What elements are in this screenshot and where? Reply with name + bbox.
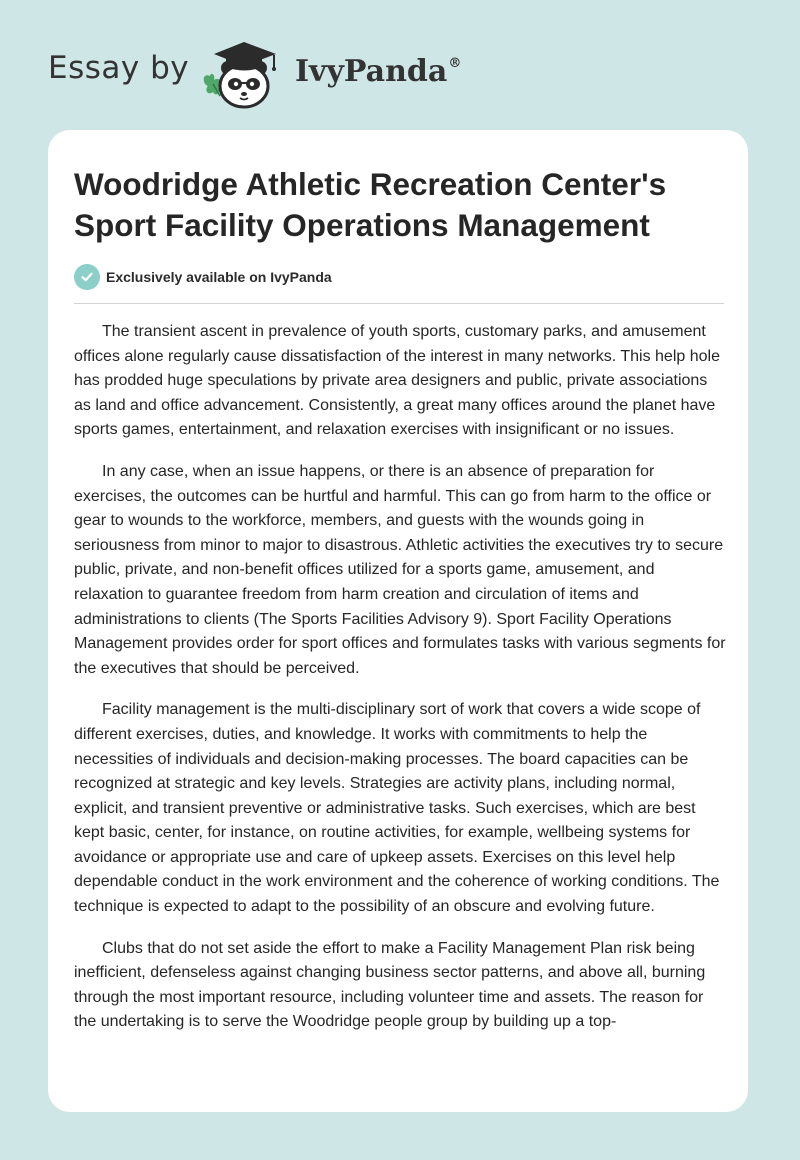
- exclusive-badge: [74, 264, 332, 290]
- exclusive-label: Exclusively available on IvyPanda: [106, 269, 332, 285]
- registered-mark: ®: [448, 56, 462, 71]
- brand-name: IvyPanda: [295, 54, 448, 89]
- essay-paragraph-1: The transient ascent in prevalence of youth sports, customary parks, and amusement offices alone regularly cause dissatisfaction of the interest in many networks. This help hole has prodded huge speculations by private area designers and public, private associations as land and office advancement. Consistently, a great many offices around the planet have sports games, entertainment, and relaxation exercises with insignificant or no issues.: [74, 323, 720, 439]
- check-circle-icon: [74, 264, 100, 290]
- essay-card: [48, 130, 748, 1112]
- panda-graduate-logo-icon[interactable]: [200, 34, 290, 110]
- essay-paragraph-4: Clubs that do not set aside the effort to make a Facility Management Plan risk being inefficient, defenseless against changing business sector patterns, and above all, burning through the most important resource, including volunteer time and assets. The reason for the undertaking is to serve the Woodridge people group by building up a top-: [74, 939, 706, 1031]
- essay-body: [74, 320, 726, 1052]
- site-header: [0, 0, 800, 130]
- divider: [74, 303, 724, 304]
- essay-by-label: Essay by: [48, 50, 190, 86]
- essay-paragraph-2: In any case, when an issue happens, or there is an absence of preparation for exercises, the outcomes can be hurtful and harmful. This can go from harm to the office or gear to wounds to the workforce, members, and guests with the wounds going in seriousness from minor to major to disastrous. Athletic activities the executives try to secure public, private, and non-benefit offices utilized for a sports game, amusement, and relaxation to guarantee freedom from harm creation and circulation of items and administrations to clients (The Sports Facilities Advisory 9). Sport Facility Operations Management provides order for sport offices and formulates tasks with various segments for the executives that should be perceived.: [74, 462, 726, 677]
- brand-logo[interactable]: [295, 54, 461, 89]
- essay-title: Woodridge Athletic Recreation Center's Sport Facility Operations Management: [74, 166, 667, 243]
- essay-paragraph-3: Facility management is the multi-disciplinary sort of work that covers a wide scope of different exercises, duties, and knowledge. It works with commitments to help the necessities of individuals and decision-making processes. The board capacities can be recognized at strategic and key levels. Strategies are activity plans, including normal, explicit, and transient preventive or administrative tasks. Such exercises, which are best kept basic, center, for instance, on routine activities, for example, wellbeing systems for avoidance or appropriate use and care of upkeep assets. Exercises on this level help dependable conduct in the work environment and the coherence of working conditions. The technique is expected to adapt to the possibility of an obscure and evolving future.: [74, 701, 720, 916]
